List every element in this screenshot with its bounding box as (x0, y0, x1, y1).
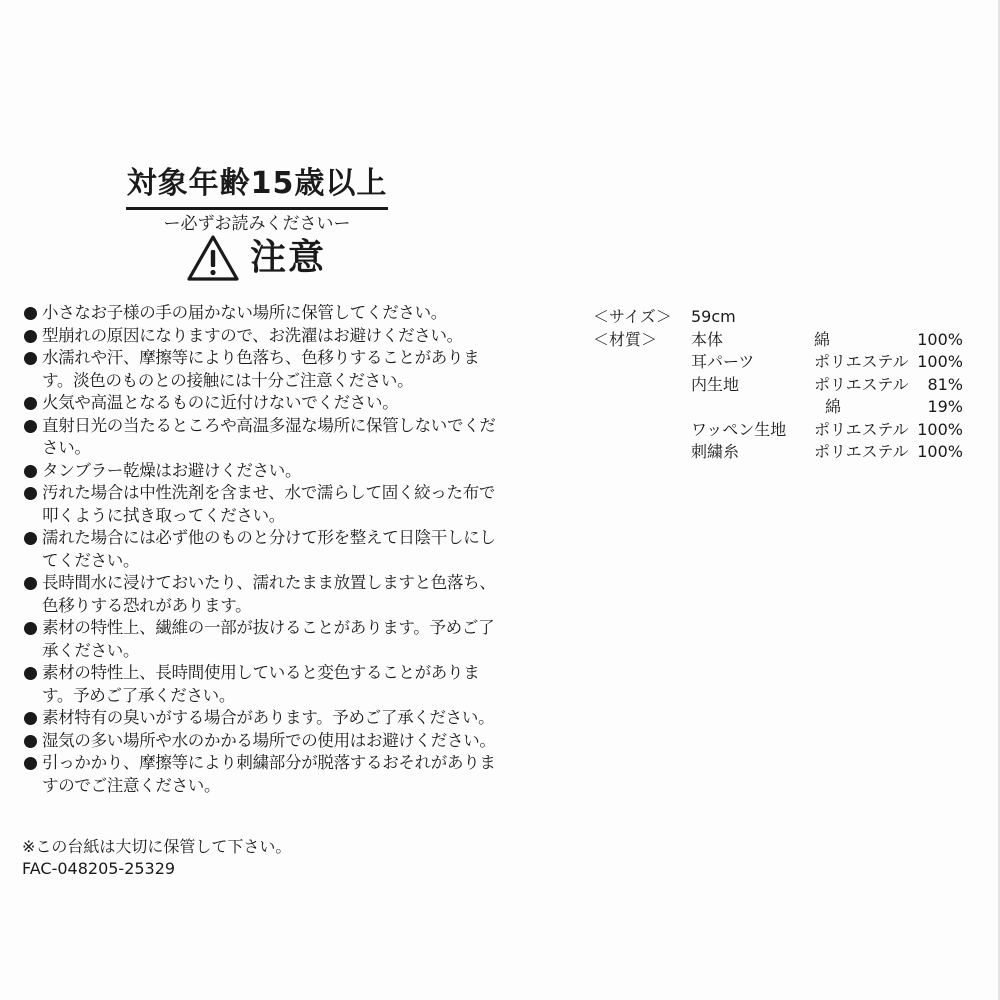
caution-item: タンブラー乾燥はお避けください。 (22, 460, 500, 483)
warning-triangle-icon (186, 234, 240, 282)
material-row (593, 419, 973, 442)
caution-item: 湿気の多い場所や水のかかる場所での使用はお避けください。 (22, 730, 500, 753)
caution-item: 素材の特性上、繊維の一部が抜けることがあります。予めご了承ください。 (22, 617, 500, 662)
age-title: 対象年齢15歳以上 (126, 166, 388, 201)
material-name: ポリエステル (814, 419, 909, 439)
material-percent: 100% (917, 352, 963, 371)
caution-label: 注意 (250, 237, 327, 278)
material-row (593, 374, 973, 397)
material-row (593, 396, 973, 419)
material-part: 刺繍糸 (691, 442, 740, 461)
material-percent: 81% (927, 374, 963, 394)
caution-item: 型崩れの原因になりますので、お洗濯はお避けください。 (22, 325, 500, 348)
material-name: 綿 (825, 397, 842, 416)
caution-item: 火気や高温となるものに近付けないでください。 (22, 392, 500, 415)
material-key: ＜材質＞ (593, 329, 658, 349)
size-key: ＜サイズ＞ (593, 307, 672, 326)
material-name: ポリエステル (814, 442, 909, 461)
caution-item: 素材の特性上、長時間使用していると変色することがあります。予めご了承ください。 (22, 662, 500, 707)
material-name: 綿 (814, 329, 831, 349)
material-part: 耳パーツ (691, 352, 755, 371)
caution-heading (186, 234, 326, 282)
size-row (593, 306, 973, 329)
caution-item: 引っかかり、摩擦等により刺繍部分が脱落するおそれがありますのでご注意ください。 (22, 752, 500, 797)
material-percent: 19% (927, 397, 963, 416)
material-part: ワッペン生地 (691, 419, 787, 439)
caution-item: 濡れた場合には必ず他のものと分けて形を整えて日陰干しにしてください。 (22, 527, 500, 572)
product-code: FAC-048205-25329 (22, 859, 176, 878)
caution-item: 素材特有の臭いがする場合があります。予めご了承ください。 (22, 707, 500, 730)
read-note: ー必ずお読みくださいー (163, 214, 351, 234)
material-name: ポリエステル (814, 352, 909, 371)
caution-item: 汚れた場合は中性洗剤を含ませ、水で濡らして固く絞った布で叩くように拭き取ってください。 (22, 482, 500, 527)
caution-item: 長時間水に浸けておいたり、濡れたまま放置しますと色落ち、色移りする恐れがあります。 (22, 572, 500, 617)
material-row (593, 329, 973, 352)
caution-item: 直射日光の当たるところや高温多湿な場所に保管しないでください。 (22, 415, 500, 460)
material-name: ポリエステル (814, 374, 909, 394)
spec-table (593, 306, 973, 464)
caution-item: 小さなお子様の手の届かない場所に保管してください。 (22, 302, 500, 325)
size-value: 59cm (691, 307, 736, 326)
material-percent: 100% (917, 442, 963, 461)
material-row (593, 441, 973, 464)
title-underline (126, 207, 388, 210)
material-percent: 100% (917, 329, 963, 349)
material-part: 本体 (691, 329, 724, 349)
caution-list (22, 302, 500, 797)
caution-item: 水濡れや汗、摩擦等により色落ち、色移りすることがあります。淡色のものとの接触には十分ご注意ください。 (22, 347, 500, 392)
material-part: 内生地 (691, 374, 740, 394)
keep-card-note: ※この台紙は大切に保管して下さい。 (22, 837, 292, 856)
material-percent: 100% (917, 419, 963, 439)
material-row (593, 351, 973, 374)
